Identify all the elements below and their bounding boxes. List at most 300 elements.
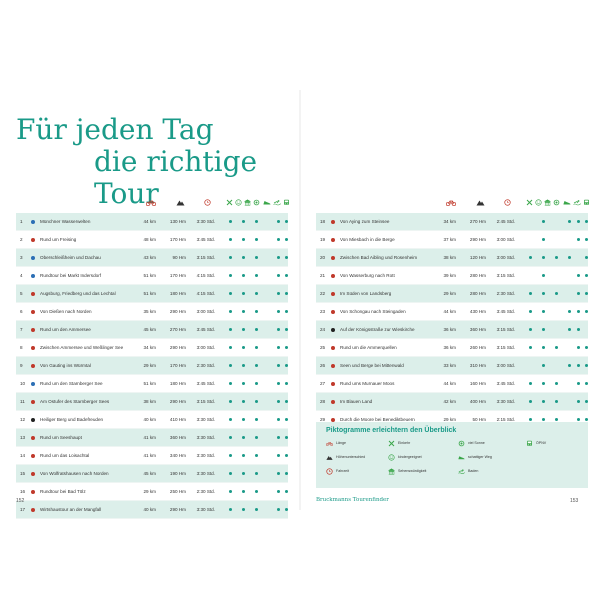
tour-elevation: 260 Hm [469,345,486,350]
category-dot [255,328,258,331]
difficulty-dot [331,274,335,278]
table-row [16,249,288,267]
table-row [16,465,288,483]
category-dot [255,346,258,349]
right-page [300,0,600,600]
smiley-icon [235,199,242,206]
table-row [316,375,588,393]
tour-number: 23 [320,309,326,314]
category-dot [585,220,588,223]
difficulty-dot [31,454,35,458]
category-dot [585,400,588,403]
tour-number: 22 [320,291,326,296]
category-dot [555,400,558,403]
category-dot [585,274,588,277]
tour-elevation: 290 Hm [169,507,186,512]
tour-length: 29 km [443,417,456,422]
tour-length: 29 km [143,363,156,368]
category-dot [285,256,288,259]
tour-name: Rund um den Ammersee [40,327,91,332]
tour-number: 14 [20,453,26,458]
category-dot [555,418,558,421]
tour-elevation: 120 Hm [469,255,486,260]
tour-duration: 3:15 Std. [496,345,515,350]
category-dot [555,292,558,295]
category-dot [242,382,245,385]
legend-label: ÖPNV [536,441,547,445]
difficulty-dot [31,292,35,296]
tour-name: Rund um Seeshaupt [40,435,82,440]
category-dot [277,490,280,493]
category-dot [585,346,588,349]
smiley-icon [388,454,395,461]
tour-length: 38 km [143,399,156,404]
tour-number: 20 [320,255,326,260]
table-header-right [316,199,588,213]
tour-elevation: 170 Hm [169,363,186,368]
tour-name: Im Blauen Land [340,399,373,404]
table-row [316,267,588,285]
tour-elevation: 280 Hm [469,291,486,296]
table-row [16,357,288,375]
difficulty-dot [331,238,335,242]
category-dot [229,382,232,385]
category-dot [277,274,280,277]
legend-box [316,422,588,488]
tour-duration: 3:45 Std. [196,327,215,332]
legend-title: Piktogramme erleichtern den Überblick [326,427,457,434]
tour-number: 11 [20,399,25,404]
title-line-1: Für jeden Tag [16,113,214,146]
category-dot [277,382,280,385]
swim-icon [273,199,281,206]
category-dot [277,364,280,367]
category-dot [577,220,580,223]
legend-label: kindergeeignet [398,455,422,459]
legend-item [326,467,349,475]
tour-elevation: 90 Hm [172,255,186,260]
tour-number: 18 [320,219,326,224]
difficulty-dot [331,292,335,296]
category-dot [229,256,232,259]
category-dot [585,238,588,241]
legend-item [458,467,478,475]
sun-icon [553,199,560,206]
category-dot [542,220,545,223]
tour-number: 1 [20,219,23,224]
category-dot [285,508,288,511]
tour-name: Seen und Berge bei Mittenwald [340,363,404,368]
building-icon [388,468,395,475]
tour-length: 40 km [143,507,156,512]
category-dot [255,310,258,313]
tour-duration: 3:15 Std. [196,255,215,260]
legend-item [388,439,410,447]
tour-length: 45 km [143,327,156,332]
category-dot [529,292,532,295]
tour-elevation: 130 Hm [169,219,186,224]
tour-elevation: 400 Hm [469,399,486,404]
tour-length: 38 km [443,255,456,260]
clock-icon [504,199,511,206]
category-dot [577,400,580,403]
tour-name: Oberschleißheim und Dachau [40,255,101,260]
tour-name: Auf der Königsstraße zur Wieskirche [340,327,415,332]
category-dot [255,472,258,475]
table-row [316,339,588,357]
tour-name: Im Süden von Landsberg [340,291,392,296]
clock-icon [204,199,211,206]
category-dot [555,346,558,349]
tour-elevation: 340 Hm [169,453,186,458]
tour-number: 9 [20,363,23,368]
table-row [16,303,288,321]
tour-name: Augsburg, Friedberg und das Lechtal [40,291,116,296]
category-dot [229,364,232,367]
tour-name: Heiliger Berg und Badefreuden [40,417,104,422]
tour-elevation: 50 Hm [472,417,486,422]
category-dot [577,328,580,331]
difficulty-dot [31,490,35,494]
category-dot [285,328,288,331]
tour-name: Von Wolfratshausen nach Norden [40,471,109,476]
legend-item [526,439,546,447]
tour-elevation: 270 Hm [469,219,486,224]
shoe-icon [263,199,271,206]
category-dot [277,436,280,439]
category-dot [529,346,532,349]
tour-length: 34 km [443,219,456,224]
category-dot [229,490,232,493]
tour-number: 3 [20,255,23,260]
legend-label: Baden [468,469,479,473]
cross-icon [526,199,533,206]
difficulty-dot [31,256,35,260]
category-dot [542,328,545,331]
tour-number: 21 [320,273,326,278]
category-dot [285,274,288,277]
category-dot [285,436,288,439]
category-dot [229,400,232,403]
page-number-left: 152 [16,498,25,504]
category-dot [285,364,288,367]
table-row [16,429,288,447]
tour-number: 6 [20,309,23,314]
tour-name: Von Wasserburg nach Rott [340,273,395,278]
tour-length: 51 km [143,381,156,386]
tour-name: Rundtour bei Bad Tölz [40,489,86,494]
tour-name: Von Dießen nach Norden [40,309,92,314]
table-row [316,249,588,267]
table-row [316,285,588,303]
category-dot [229,436,232,439]
category-dot [229,418,232,421]
difficulty-dot [331,310,335,314]
category-dot [242,274,245,277]
difficulty-dot [31,400,35,404]
category-dot [577,418,580,421]
tour-name: Durch die Moore bei Benediktbeuern [340,417,415,422]
bicycle-icon [146,199,156,206]
category-dot [242,508,245,511]
tour-length: 44 km [143,219,156,224]
category-dot [277,238,280,241]
tour-elevation: 290 Hm [169,309,186,314]
swim-icon [458,468,465,475]
category-dot [277,508,280,511]
tour-number: 19 [320,237,326,242]
category-dot [542,400,545,403]
difficulty-dot [31,436,35,440]
bus-icon [283,199,290,206]
shoe-icon [458,454,465,461]
category-dot [285,454,288,457]
tour-name: Zwischen Bad Aibling und Rosenheim [340,255,418,260]
category-dot [255,418,258,421]
category-dot [529,382,532,385]
tour-duration: 3:00 Std. [496,237,515,242]
tour-number: 29 [320,417,326,422]
category-dot [229,346,232,349]
tour-elevation: 190 Hm [169,471,186,476]
category-dot [555,256,558,259]
tour-length: 43 km [143,255,156,260]
category-dot [242,436,245,439]
table-row [16,393,288,411]
category-dot [577,274,580,277]
category-dot [542,310,545,313]
tour-elevation: 280 Hm [469,273,486,278]
mountain-icon [326,454,333,461]
tour-name: Rund um das Loisachtal [40,453,90,458]
tour-duration: 3:00 Std. [196,309,215,314]
tour-length: 35 km [143,309,156,314]
tour-name: Rund um die Ammerquellen [340,345,397,350]
difficulty-dot [31,364,35,368]
tour-duration: 2:45 Std. [496,219,515,224]
table-row [316,303,588,321]
tour-elevation: 250 Hm [169,489,186,494]
tour-duration: 3:00 Std. [496,363,515,368]
category-dot [585,292,588,295]
category-dot [242,346,245,349]
tour-number: 24 [320,327,326,332]
legend-label: Höhenunterschied [336,455,366,459]
category-dot [242,364,245,367]
sun-icon [253,199,260,206]
table-row [16,213,288,231]
difficulty-dot [331,382,335,386]
category-dot [568,256,571,259]
category-dot [255,436,258,439]
category-dot [585,256,588,259]
category-dot [242,472,245,475]
table-row [16,375,288,393]
category-dot [285,238,288,241]
legend-label: Fahrzeit [336,469,349,473]
legend-label: Sehenswürdigkeit [398,469,427,473]
page-number-right: 153 [570,498,579,504]
tour-number: 5 [20,291,23,296]
category-dot [242,220,245,223]
tour-number: 8 [20,345,23,350]
table-row [316,321,588,339]
category-dot [229,508,232,511]
category-dot [277,454,280,457]
category-dot [542,292,545,295]
bicycle-icon [446,199,456,206]
table-row [16,411,288,429]
tour-duration: 3:30 Std. [196,471,215,476]
difficulty-dot [31,328,35,332]
category-dot [242,310,245,313]
category-dot [542,346,545,349]
page-title [16,114,300,210]
tour-number: 28 [320,399,326,404]
tour-length: 41 km [143,435,156,440]
tour-rows-left [16,213,288,519]
tour-number: 7 [20,327,23,332]
bicycle-icon [326,440,333,447]
tour-length: 37 km [443,237,456,242]
legend-item [388,467,426,475]
tour-table-left [16,199,288,519]
difficulty-dot [331,400,335,404]
tour-length: 45 km [143,471,156,476]
table-row [316,231,588,249]
tour-duration: 3:45 Std. [496,309,515,314]
category-dot [277,418,280,421]
title-line-2: die richtige Tour [94,145,258,210]
tour-duration: 3:30 Std. [196,417,215,422]
category-dot [277,220,280,223]
category-dot [542,256,545,259]
category-dot [242,400,245,403]
category-dot [229,274,232,277]
tour-elevation: 360 Hm [469,327,486,332]
difficulty-dot [31,418,35,422]
table-row [16,321,288,339]
tour-number: 10 [20,381,26,386]
tour-elevation: 290 Hm [169,399,186,404]
category-dot [277,400,280,403]
tour-name: Rundtour bei Markt Indersdorf [40,273,102,278]
category-dot [229,220,232,223]
table-row [316,393,588,411]
category-dot [277,328,280,331]
difficulty-dot [31,508,35,512]
legend-item [458,439,485,447]
category-dot [529,256,532,259]
tour-number: 4 [20,273,23,278]
category-dot [255,292,258,295]
table-row [16,501,288,519]
category-dot [577,346,580,349]
tour-duration: 3:00 Std. [196,345,215,350]
category-dot [568,220,571,223]
clock-icon [326,468,333,475]
category-dot [585,382,588,385]
tour-number: 2 [20,237,23,242]
category-dot [542,418,545,421]
shoe-icon [563,199,571,206]
tour-name: Rund um Freising [40,237,77,242]
tour-duration: 2:30 Std. [196,363,215,368]
category-dot [242,256,245,259]
category-dot [242,328,245,331]
tour-elevation: 180 Hm [169,381,186,386]
tour-number: 17 [20,507,26,512]
table-row [16,483,288,501]
category-dot [255,490,258,493]
tour-duration: 3:30 Std. [196,219,215,224]
difficulty-dot [31,238,35,242]
tour-name: Von Schongau nach Steingaden [340,309,406,314]
tour-name: Von Gauting ins Würmtal [40,363,91,368]
category-dot [255,238,258,241]
category-dot [285,382,288,385]
bus-icon [526,440,533,447]
building-icon [244,199,251,206]
tour-duration: 2:30 Std. [196,489,215,494]
category-dot [277,346,280,349]
tour-elevation: 290 Hm [169,345,186,350]
legend-label: schattiger Weg [468,455,492,459]
category-dot [242,292,245,295]
legend-item [388,453,422,461]
tour-name: Münchner Wasserwelten [40,219,91,224]
tour-duration: 2:30 Std. [496,291,515,296]
difficulty-dot [31,220,35,224]
tour-number: 12 [20,417,26,422]
category-dot [577,364,580,367]
category-dot [285,292,288,295]
tour-number: 15 [20,471,26,476]
category-dot [542,382,545,385]
tour-length: 48 km [143,237,156,242]
category-dot [277,472,280,475]
table-header-left [16,199,288,213]
category-dot [577,310,580,313]
category-dot [277,256,280,259]
tour-length: 33 km [443,363,456,368]
difficulty-dot [31,346,35,350]
tour-length: 51 km [143,291,156,296]
difficulty-dot [31,310,35,314]
category-dot [277,310,280,313]
tour-duration: 4:15 Std. [196,273,215,278]
difficulty-dot [331,346,335,350]
tour-length: 51 km [143,273,156,278]
tour-duration: 3:30 Std. [196,453,215,458]
legend-item [326,453,365,461]
tour-name: Von Aying zum Steinsee [340,219,390,224]
category-dot [242,490,245,493]
tour-length: 44 km [443,381,456,386]
table-row [16,267,288,285]
category-dot [277,292,280,295]
tour-elevation: 180 Hm [169,291,186,296]
category-dot [568,328,571,331]
tour-duration: 3:45 Std. [496,381,515,386]
tour-table-right [316,199,588,447]
category-dot [577,382,580,385]
category-dot [255,256,258,259]
tour-duration: 4:15 Std. [196,291,215,296]
category-dot [577,292,580,295]
tour-length: 34 km [143,345,156,350]
tour-length: 29 km [143,489,156,494]
